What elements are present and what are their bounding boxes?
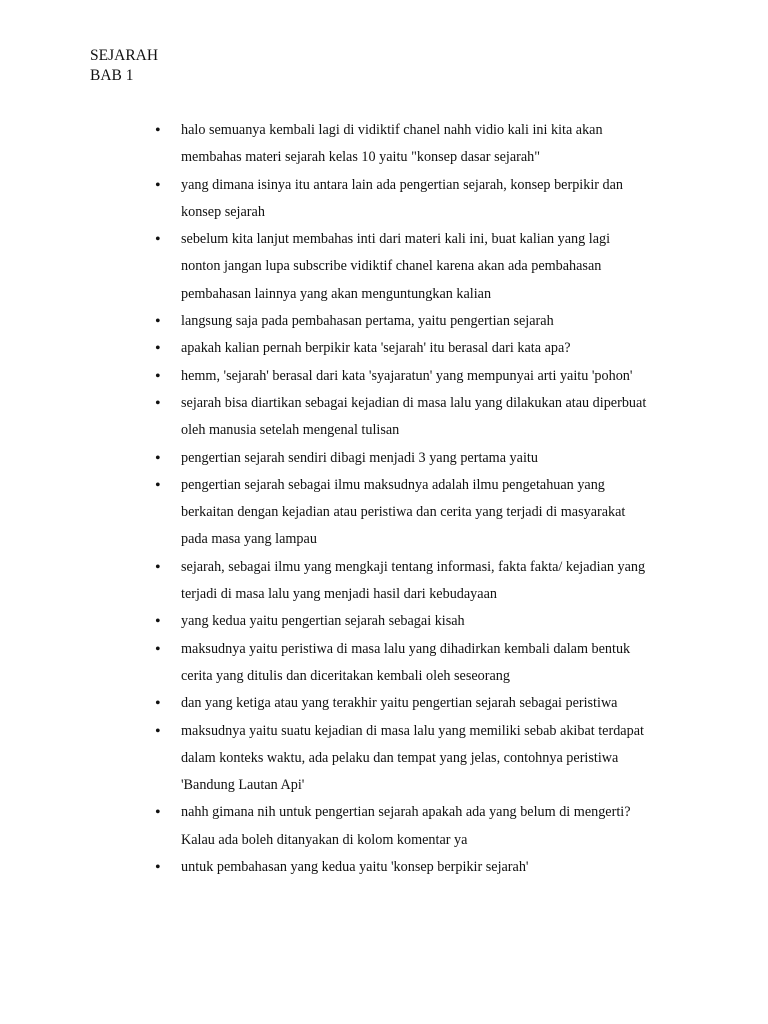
list-item — [155, 226, 685, 308]
list-item-text: berkaitan dengan kejadian atau peristiwa dan cerita yang terjadi di masyarakat — [181, 504, 626, 521]
list-item-text: halo semuanya kembali lagi di vidiktif chanel nahh vidio kali ini kita akan — [181, 122, 603, 138]
list-item-text: konsep sejarah — [181, 203, 265, 220]
list-item — [155, 854, 685, 881]
bullet-list — [155, 117, 685, 881]
bullet-icon: • — [155, 122, 161, 139]
bullet-icon: • — [155, 176, 161, 194]
bullet-icon: • — [155, 313, 161, 331]
bullet-icon: • — [155, 340, 161, 358]
list-item-text: sejarah, sebagai ilmu yang mengkaji tentang informasi, fakta fakta/ kejadian yang — [181, 558, 646, 575]
list-item-text: maksudnya yaitu peristiwa di masa lalu yang dihadirkan kembali dalam bentuk — [181, 640, 631, 657]
subject-title: SEJARAH — [90, 47, 159, 64]
list-item-text: nahh gimana nih untuk pengertian sejarah apakah ada yang belum di mengerti? — [181, 804, 631, 821]
bullet-icon: • — [155, 476, 161, 494]
list-item-text: pengertian sejarah sendiri dibagi menjadi 3 yang pertama yaitu — [181, 449, 538, 466]
document-header — [90, 46, 158, 86]
bullet-icon: • — [155, 695, 161, 713]
list-item-text: hemm, 'sejarah' berasal dari kata 'syajaratun' yang mempunyai arti yaitu 'pohon' — [181, 367, 633, 384]
list-item-text: terjadi di masa lalu yang menjadi hasil dari kebudayaan — [181, 586, 497, 603]
list-item-text: dalam konteks waktu, ada pelaku dan tempat yang jelas, contohnya peristiwa — [181, 749, 619, 766]
bullet-icon: • — [155, 231, 161, 249]
list-item — [155, 172, 685, 227]
list-item — [155, 690, 685, 717]
list-item — [155, 335, 685, 362]
list-item-text: sejarah bisa diartikan sebagai kejadian di masa lalu yang dilakukan atau diperbuat — [181, 394, 647, 411]
list-item-text: oleh manusia setelah mengenal tulisan — [181, 422, 400, 439]
bullet-icon: • — [155, 367, 161, 385]
list-item-text: yang dimana isinya itu antara lain ada pengertian sejarah, konsep berpikir dan — [181, 176, 624, 193]
list-item-text: dan yang ketiga atau yang terakhir yaitu pengertian sejarah sebagai peristiwa — [181, 695, 618, 712]
bullet-icon: • — [155, 449, 161, 467]
bullet-icon: • — [155, 859, 161, 877]
list-item-text: apakah kalian pernah berpikir kata 'sejarah' itu berasal dari kata apa? — [181, 340, 571, 357]
list-item — [155, 308, 685, 335]
list-item — [155, 363, 685, 390]
list-item-text: sebelum kita lanjut membahas inti dari materi kali ini, buat kalian yang lagi — [181, 231, 611, 248]
bullet-icon: • — [155, 722, 161, 740]
list-item-text: pada masa yang lampau — [181, 531, 317, 548]
list-item-text: membahas materi sejarah kelas 10 yaitu "konsep dasar sejarah" — [181, 149, 541, 166]
list-item-text: maksudnya yaitu suatu kejadian di masa lalu yang memiliki sebab akibat terdapat — [181, 722, 644, 739]
bullet-icon: • — [155, 804, 161, 822]
list-item-text: untuk pembahasan yang kedua yaitu 'konsep berpikir sejarah' — [181, 859, 529, 876]
list-item-text: cerita yang ditulis dan diceritakan kembali oleh seseorang — [181, 667, 510, 684]
list-item — [155, 608, 685, 635]
list-item — [155, 799, 685, 854]
list-item-text: pembahasan lainnya yang akan menguntungkan kalian — [181, 285, 492, 302]
list-item-text: 'Bandung Lautan Api' — [181, 777, 305, 794]
list-item-text: yang kedua yaitu pengertian sejarah sebagai kisah — [181, 613, 465, 630]
list-item — [155, 554, 685, 609]
chapter-title: BAB 1 — [90, 67, 134, 84]
list-item — [155, 445, 685, 472]
bullet-icon: • — [155, 394, 161, 412]
list-item — [155, 390, 685, 445]
list-item-text: Kalau ada boleh ditanyakan di kolom komentar ya — [181, 831, 468, 848]
list-item — [155, 117, 685, 172]
list-item-text: nonton jangan lupa subscribe vidiktif chanel karena akan ada pembahasan — [181, 258, 602, 275]
bullet-icon: • — [155, 558, 161, 576]
bullet-icon: • — [155, 613, 161, 631]
bullet-icon: • — [155, 640, 161, 658]
list-item — [155, 472, 685, 554]
list-item-text: pengertian sejarah sebagai ilmu maksudnya adalah ilmu pengetahuan yang — [181, 476, 605, 493]
list-item — [155, 636, 685, 691]
list-item — [155, 718, 685, 800]
list-item-text: langsung saja pada pembahasan pertama, yaitu pengertian sejarah — [181, 313, 554, 330]
